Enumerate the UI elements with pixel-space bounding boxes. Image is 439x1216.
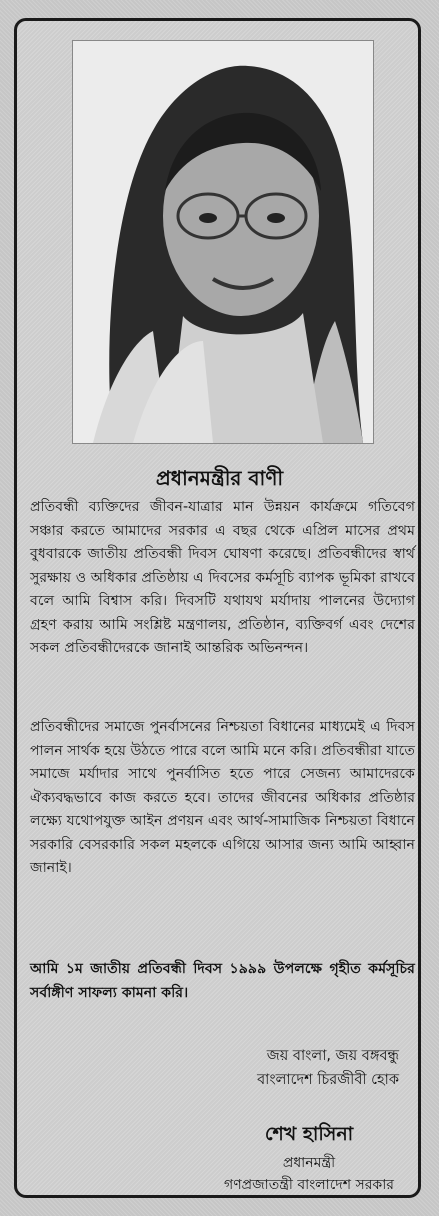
portrait-photo [72,40,374,444]
message-title: প্রধানমন্ত্রীর বাণী [155,466,284,490]
message-paragraph-2: প্রতিবন্ধীদের সমাজে পুনর্বাসনের নিশ্চয়তা বিধানের মাধ্যমেই এ দিবস পালন সার্থক হয়ে উঠতে পারে বলে আমি মনে করি। প্রতিবন্ধীরা যাতে সমাজে মর্যাদার সাথে পুনর্বাসিত হতে পারে সেজন্য আমাদেরকে ঐক্যবদ্ধভাবে কাজ করতে হবে। তাদের জীবনের অধিকার প্রতিষ্ঠার লক্ষ্যে যথোপযুক্ত আইন প্রণয়ন এবং আর্থ-সামাজিক নিশ্চয়তা বিধানে সরকারি বেসরকারি সকল মহলকে এগিয়ে আসার জন্য আমি আহ্বান জানাই। [30,719,415,876]
slogan-line-2: বাংলাদেশ চিরজীবী হোক [257,1072,399,1088]
slogans [257,1044,399,1092]
message-paragraph-3: আমি ১ম জাতীয় প্রতিবন্ধী দিবস ১৯৯৯ উপলক্ষে গৃহীত কর্মসূচির সর্বাঙ্গীণ সাফল্য কামনা করি। [30,961,415,1001]
signatory-name: শেখ হাসিনা [264,1123,354,1145]
message-paragraph-1: প্রতিবন্ধী ব্যক্তিদের জীবন-যাত্রার মান উন্নয়ন কার্যক্রমে গতিবেগ সঞ্চার করতে আমাদের সরকার এ বছর থেকে এপ্রিল মাসের প্রথম বুধবারকে জাতীয় প্রতিবন্ধী দিবস ঘোষণা করেছে। প্রতিবন্ধীদের স্বার্থ সুরক্ষায় ও অধিকার প্রতিষ্ঠায় এ দিবসের কর্মসূচি ব্যাপক ভূমিকা রাখবে বলে আমি বিশ্বাস করি। দিবসটি যথাযথ মর্যাদায় পালনের উদ্যোগ গ্রহণ করায় আমি সংশ্লিষ্ট মন্ত্রণালয়, প্রতিষ্ঠান, ব্যক্তিবর্গ এবং দেশের সকল প্রতিবন্ধীদেরকে জানাই আন্তরিক অভিনন্দন। [30,499,415,656]
signatory-designation: প্রধানমন্ত্রী [282,1155,336,1171]
slogan-line-1: জয় বাংলা, জয় বঙ্গবন্ধু [266,1048,399,1064]
signatory-government: গণপ্রজাতন্ত্রী বাংলাদেশ সরকার [224,1177,394,1193]
signature-block [209,1120,409,1196]
